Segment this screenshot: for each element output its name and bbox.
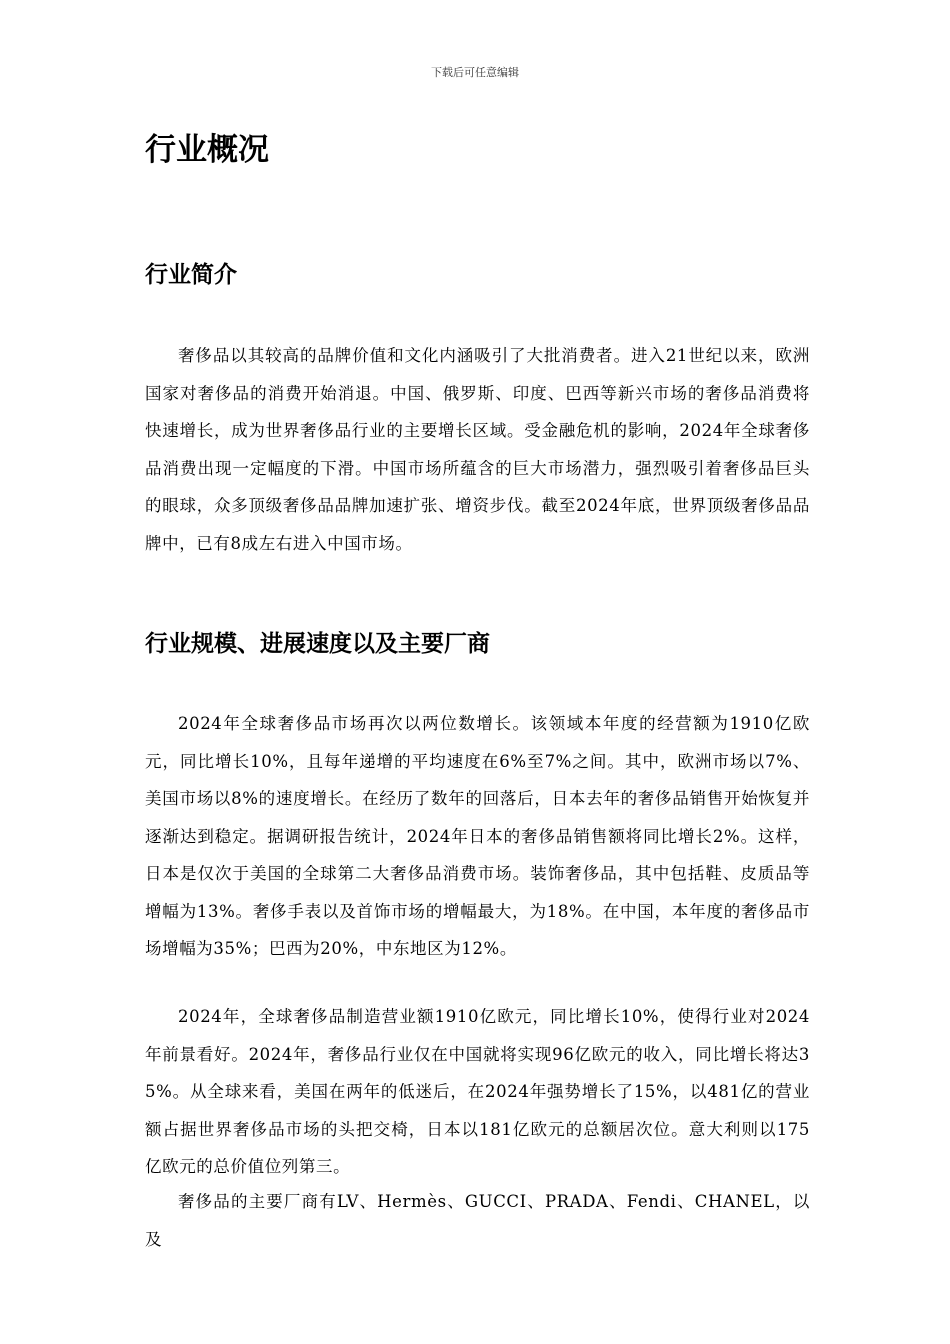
document-title: 行业概况 [145,132,269,168]
paragraph-revenue-ranking: 2024年，全球奢侈品制造营业额1910亿欧元，同比增长10%，使得行业对2024年前景看好。2024年，奢侈品行业仅在中国就将实现96亿欧元的收入，同比增长将达35%。从全球来看，美国在两年的低迷后，在2024年强势增长了15%，以481亿的营业额占据世界奢侈品市场的头把交椅，日本以181亿欧元的总额居次位。意大利则以175亿欧元的总价值位列第三。 [145,1007,810,1176]
paragraph-industry-intro: 奢侈品以其较高的品牌价值和文化内涵吸引了大批消费者。进入21世纪以来，欧洲国家对奢侈品的消费开始消退。中国、俄罗斯、印度、巴西等新兴市场的奢侈品消费将快速增长，成为世界奢侈品行业的主要增长区域。受金融危机的影响，2024年全球奢侈品消费出现一定幅度的下滑。中国市场所蕴含的巨大市场潜力，强烈吸引着奢侈品巨头的眼球，众多顶级奢侈品品牌加速扩张、增资步伐。截至2024年底，世界顶级奢侈品品牌中，已有8成左右进入中国市场。 [145,346,810,553]
paragraph-major-brands: 奢侈品的主要厂商有LV、Hermès、GUCCI、PRADA、Fendi、CHANEL，以及 [145,1192,810,1249]
page-header-note: 下载后可任意编辑 [431,66,519,79]
section-heading-industry-scale: 行业规模、进展速度以及主要厂商 [145,631,490,657]
paragraph-market-growth: 2024年全球奢侈品市场再次以两位数增长。该领域本年度的经营额为1910亿欧元，同比增长10%，且每年递增的平均速度在6%至7%之间。其中，欧洲市场以7%、美国市场以8%的速度增长。在经历了数年的回落后，日本去年的奢侈品销售开始恢复并逐渐达到稳定。据调研报告统计，2024年日本的奢侈品销售额将同比增长2%。这样，日本是仅次于美国的全球第二大奢侈品消费市场。装饰奢侈品，其中包括鞋、皮质品等增幅为13%。奢侈手表以及首饰市场的增幅最大，为18%。在中国，本年度的奢侈品市场增幅为35%；巴西为20%，中东地区为12%。 [145,714,810,958]
section-heading-industry-intro: 行业简介 [145,262,237,288]
